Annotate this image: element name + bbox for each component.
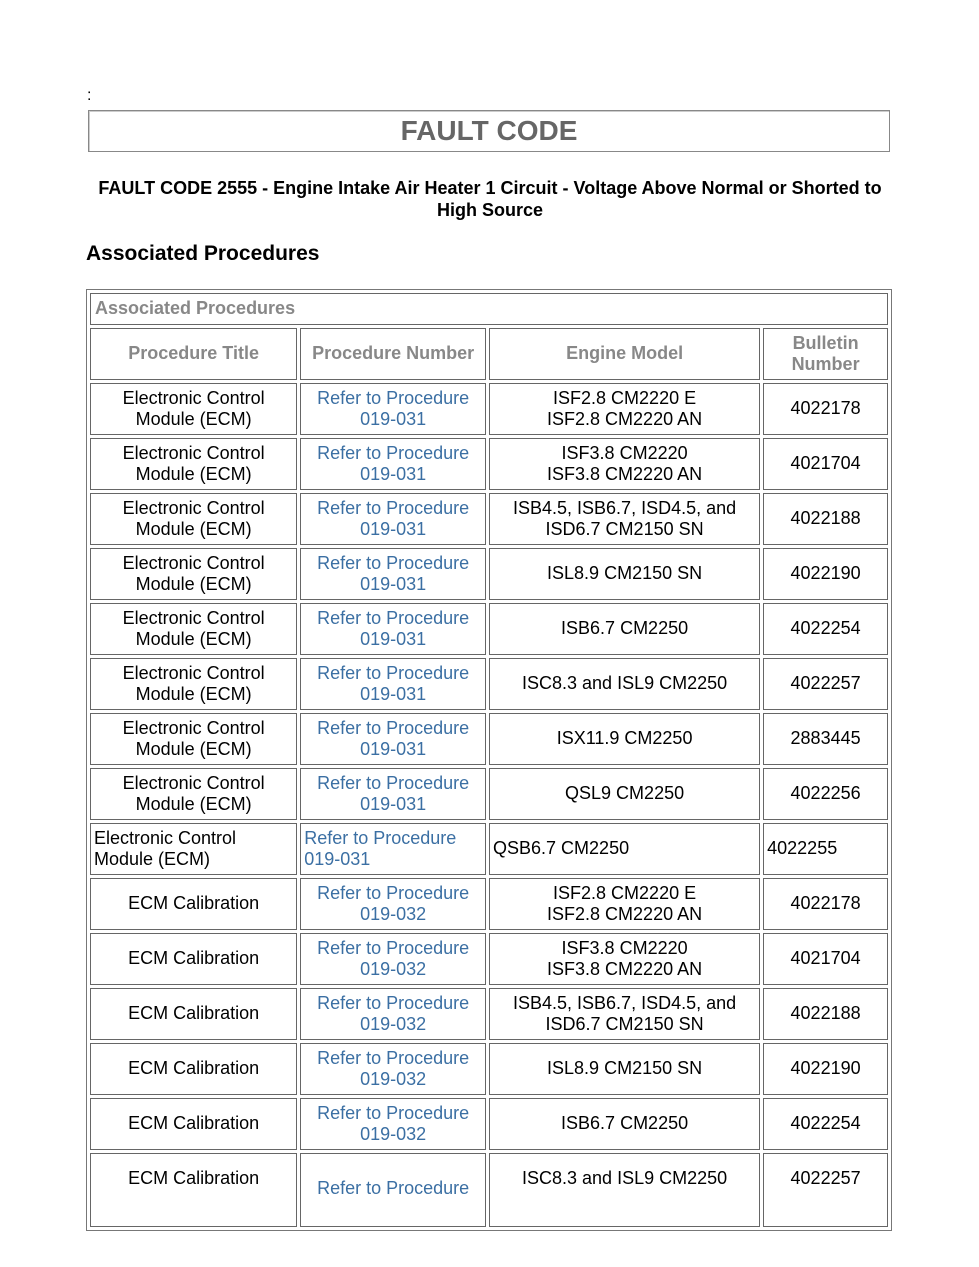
procedure-title-cell <box>90 603 297 655</box>
table-row <box>90 878 888 930</box>
table-row <box>90 548 888 600</box>
bulletin-number-text: 4022190 <box>790 563 861 584</box>
bulletin-number-text: 4022257 <box>790 1168 861 1188</box>
procedure-cell <box>300 383 486 435</box>
bulletin-number-cell <box>763 383 888 435</box>
procedure-link[interactable]: Refer to Procedure 019-032 <box>317 1047 470 1089</box>
procedure-title-text: Electronic Control Module (ECM) <box>122 497 265 539</box>
procedure-cell <box>300 878 486 930</box>
procedure-title-text: Electronic Control Module (ECM) <box>122 442 265 484</box>
engine-model-text: ISF2.8 CM2220 E ISF2.8 CM2220 AN <box>547 882 703 924</box>
procedure-title-text: ECM Calibration <box>128 893 260 914</box>
bulletin-number-text: 4021704 <box>790 948 861 969</box>
engine-model-cell <box>489 713 760 765</box>
procedure-title-text: Electronic Control Module (ECM) <box>122 772 265 814</box>
engine-model-cell <box>489 438 760 490</box>
column-header-procedure-number: Procedure Number <box>300 328 486 380</box>
table-row <box>90 988 888 1040</box>
bulletin-number-text: 4022188 <box>790 508 861 529</box>
bulletin-number-text: 4022190 <box>790 1058 861 1079</box>
bulletin-number-text: 4022188 <box>790 1003 861 1024</box>
bulletin-number-text: 4022254 <box>790 1113 861 1134</box>
procedure-link[interactable]: Refer to Procedure 019-032 <box>317 1102 470 1144</box>
procedure-cell <box>300 1098 486 1150</box>
bulletin-number-cell <box>763 548 888 600</box>
procedure-title-text: ECM Calibration <box>128 1168 260 1188</box>
procedure-cell <box>300 603 486 655</box>
procedure-cell <box>300 768 486 820</box>
engine-model-text: ISL8.9 CM2150 SN <box>547 563 703 584</box>
procedure-title-text: Electronic Control Module (ECM) <box>122 552 265 594</box>
procedure-link[interactable]: Refer to Procedure 019-031 <box>317 607 470 649</box>
table-row <box>90 823 888 875</box>
bulletin-number-cell <box>763 658 888 710</box>
procedure-cell <box>300 1043 486 1095</box>
table-row <box>90 1153 888 1227</box>
table-caption: Associated Procedures <box>90 293 888 325</box>
fault-code-subtitle: FAULT CODE 2555 - Engine Intake Air Heater 1 Circuit - Voltage Above Normal or Shorted to High Source <box>98 178 882 220</box>
procedure-title-cell <box>90 933 297 985</box>
bulletin-number-text: 4022257 <box>790 673 861 694</box>
engine-model-cell <box>489 658 760 710</box>
procedure-link[interactable]: Refer to Procedure 019-032 <box>317 992 470 1034</box>
procedure-title-text: Electronic Control Module (ECM) <box>94 827 237 869</box>
procedure-title-cell <box>90 878 297 930</box>
procedure-link[interactable]: Refer to Procedure 019-031 <box>317 387 470 429</box>
engine-model-cell <box>489 1098 760 1150</box>
engine-model-text: ISB6.7 CM2250 <box>561 618 689 639</box>
procedure-title-text: ECM Calibration <box>128 1003 260 1024</box>
procedure-link[interactable]: Refer to Procedure 019-031 <box>317 552 470 594</box>
procedure-title-text: Electronic Control Module (ECM) <box>122 387 265 429</box>
engine-model-text: QSL9 CM2250 <box>565 783 685 804</box>
bulletin-number-cell <box>763 438 888 490</box>
page-marker: : <box>87 87 92 104</box>
table-row <box>90 1043 888 1095</box>
bulletin-number-cell <box>763 1153 888 1227</box>
table-row <box>90 933 888 985</box>
engine-model-text: ISX11.9 CM2250 <box>556 728 693 749</box>
engine-model-cell <box>489 383 760 435</box>
bulletin-number-cell <box>763 768 888 820</box>
engine-model-text: ISB4.5, ISB6.7, ISD4.5, and ISD6.7 CM2150 SN <box>513 992 737 1034</box>
engine-model-text: ISC8.3 and ISL9 CM2250 <box>522 673 728 694</box>
table-row <box>90 603 888 655</box>
procedure-link[interactable]: Refer to Procedure 019-031 <box>317 442 470 484</box>
procedure-title-cell <box>90 1098 297 1150</box>
procedure-cell <box>300 713 486 765</box>
engine-model-cell <box>489 768 760 820</box>
bulletin-number-cell <box>763 493 888 545</box>
procedure-title-cell <box>90 438 297 490</box>
bulletin-number-cell <box>763 603 888 655</box>
procedure-title-cell <box>90 713 297 765</box>
procedure-cell <box>300 548 486 600</box>
section-heading: Associated Procedures <box>86 242 320 265</box>
procedure-link[interactable]: Refer to Procedure 019-032 <box>317 882 470 924</box>
table-row <box>90 438 888 490</box>
engine-model-text: ISF3.8 CM2220 ISF3.8 CM2220 AN <box>547 442 703 484</box>
procedure-title-text: ECM Calibration <box>128 1113 260 1134</box>
procedure-title-text: ECM Calibration <box>128 1058 260 1079</box>
bulletin-number-cell <box>763 1043 888 1095</box>
bulletin-number-text: 2883445 <box>790 728 861 749</box>
engine-model-text: ISC8.3 and ISL9 CM2250 <box>522 1168 728 1188</box>
bulletin-number-text: 4022256 <box>790 783 861 804</box>
procedure-link[interactable]: Refer to Procedure 019-032 <box>317 937 470 979</box>
procedure-title-cell <box>90 548 297 600</box>
table-row <box>90 493 888 545</box>
column-header-engine-model: Engine Model <box>489 328 760 380</box>
table-row <box>90 658 888 710</box>
bulletin-number-cell <box>763 823 888 875</box>
procedure-title-text: ECM Calibration <box>128 948 260 969</box>
procedure-link[interactable]: Refer to Procedure <box>317 1178 470 1198</box>
procedures-table-viewport <box>86 289 892 1198</box>
procedure-title-cell <box>90 768 297 820</box>
procedure-cell <box>300 933 486 985</box>
procedure-title-cell <box>90 823 297 875</box>
table-row <box>90 713 888 765</box>
bulletin-number-text: 4022255 <box>767 838 838 859</box>
engine-model-text: ISF2.8 CM2220 E ISF2.8 CM2220 AN <box>547 387 703 429</box>
banner-title: FAULT CODE <box>400 115 578 146</box>
engine-model-cell <box>489 1153 760 1227</box>
engine-model-cell <box>489 548 760 600</box>
procedure-link[interactable]: Refer to Procedure 019-031 <box>317 662 470 704</box>
bulletin-number-cell <box>763 933 888 985</box>
engine-model-text: ISB6.7 CM2250 <box>561 1113 689 1134</box>
column-header-procedure-title: Procedure Title <box>90 328 297 380</box>
procedure-title-text: Electronic Control Module (ECM) <box>122 662 265 704</box>
engine-model-cell <box>489 603 760 655</box>
engine-model-cell <box>489 493 760 545</box>
bulletin-number-text: 4022254 <box>790 618 861 639</box>
procedure-cell <box>300 438 486 490</box>
engine-model-cell <box>489 823 760 875</box>
engine-model-cell <box>489 988 760 1040</box>
column-header-bulletin-number: Bulletin Number <box>763 328 888 380</box>
procedure-title-cell <box>90 1043 297 1095</box>
engine-model-text: ISB4.5, ISB6.7, ISD4.5, and ISD6.7 CM2150 SN <box>513 497 737 539</box>
procedure-cell <box>300 988 486 1040</box>
procedure-title-cell <box>90 383 297 435</box>
fault-code-banner <box>88 110 890 152</box>
table-body <box>90 383 888 1227</box>
table-row <box>90 768 888 820</box>
procedure-title-cell <box>90 988 297 1040</box>
engine-model-cell <box>489 933 760 985</box>
table-row <box>90 383 888 435</box>
procedure-link[interactable]: Refer to Procedure 019-031 <box>304 827 457 869</box>
engine-model-text: ISF3.8 CM2220 ISF3.8 CM2220 AN <box>547 937 703 979</box>
table-row <box>90 1098 888 1150</box>
procedure-title-text: Electronic Control Module (ECM) <box>122 607 265 649</box>
engine-model-cell <box>489 878 760 930</box>
procedure-title-text: Electronic Control Module (ECM) <box>122 717 265 759</box>
bulletin-number-cell <box>763 988 888 1040</box>
procedure-cell <box>300 1153 486 1227</box>
engine-model-text: QSB6.7 CM2250 <box>493 838 630 859</box>
associated-procedures-table <box>86 289 892 1231</box>
engine-model-cell <box>489 1043 760 1095</box>
procedure-title-cell <box>90 493 297 545</box>
procedure-cell <box>300 658 486 710</box>
bulletin-number-text: 4021704 <box>790 453 861 474</box>
procedure-link[interactable]: Refer to Procedure 019-031 <box>317 717 470 759</box>
bulletin-number-cell <box>763 878 888 930</box>
engine-model-text: ISL8.9 CM2150 SN <box>547 1058 703 1079</box>
procedure-link[interactable]: Refer to Procedure 019-031 <box>317 497 470 539</box>
procedure-cell <box>300 493 486 545</box>
bulletin-number-cell <box>763 713 888 765</box>
procedure-title-cell <box>90 1153 297 1227</box>
bulletin-number-cell <box>763 1098 888 1150</box>
procedure-link[interactable]: Refer to Procedure 019-031 <box>317 772 470 814</box>
bulletin-number-text: 4022178 <box>790 893 861 914</box>
procedure-title-cell <box>90 658 297 710</box>
bulletin-number-text: 4022178 <box>790 398 861 419</box>
procedure-cell <box>300 823 486 875</box>
